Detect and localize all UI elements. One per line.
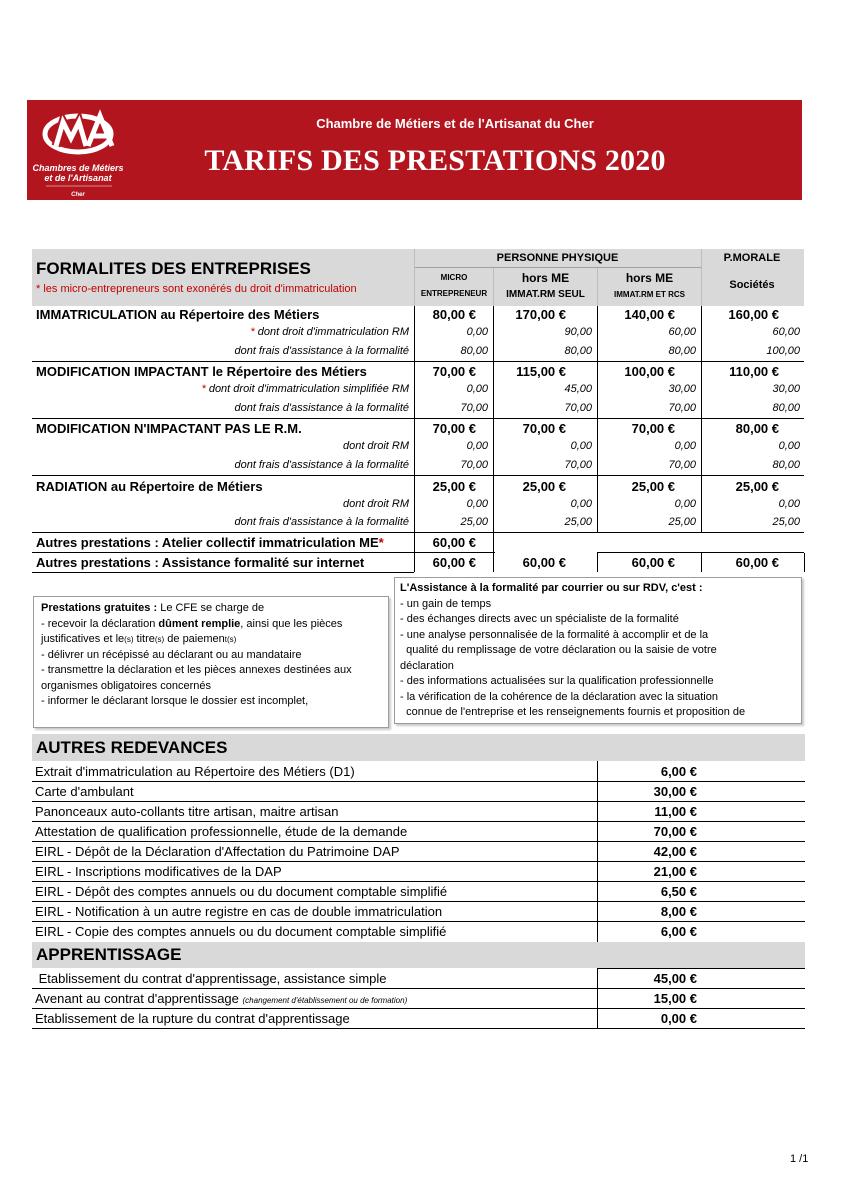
- price-cell: 70,00 €: [631, 421, 675, 436]
- price-cell: 160,00 €: [728, 307, 779, 322]
- value-cell: 30,00: [772, 383, 800, 395]
- formalites-note: * les micro-entrepreneurs sont exonérés du droit d'immatriculation: [36, 283, 357, 295]
- redevance-price: 11,00 €: [654, 804, 697, 819]
- col-rm-seul-line1: hors ME: [521, 271, 570, 285]
- assistance-box: L'Assistance à la formalité par courrier ou sur RDV, c'est : - un gain de temps - des échanges directs avec un spécialiste de la formalité - une analyse personnalisée de la formalité à accomplir et de la qualité du remplissage de votre déclaration ou la saisie de votre déclaration - des informations actualisées sur la qualification professionnelle - la vérification de la cohérence de la déclaration avec la situation connue de l'entreprise et les renseignements fournis et proposition de: [394, 577, 802, 724]
- redevance-price: 70,00 €: [653, 824, 697, 839]
- autres-atelier-label: Autres prestations : Atelier collectif immatriculation ME*: [36, 535, 384, 550]
- price-cell: 60,00 €: [631, 555, 675, 570]
- price-cell: 110,00 €: [729, 364, 779, 379]
- price-cell: 60,00 €: [735, 555, 779, 570]
- price-cell: 60,00 €: [522, 555, 566, 570]
- value-cell: 0,00: [570, 440, 592, 452]
- redevance-label: EIRL - Copie des comptes annuels ou du document comptable simplifié: [35, 924, 447, 939]
- value-cell: 0,00: [466, 326, 488, 338]
- assistance-title: L'Assistance à la formalité par courrier ou sur RDV, c'est :: [400, 582, 703, 594]
- sub-frais: dont frais d'assistance à la formalité: [234, 345, 409, 357]
- price-cell: 60,00 €: [432, 535, 476, 550]
- price-cell: 115,00 €: [516, 364, 566, 379]
- logo-text-3: Cher: [71, 192, 85, 198]
- page-number: 1 /1: [790, 1153, 809, 1165]
- value-cell: 0,00: [778, 498, 800, 510]
- apprentissage-price: 45,00 €: [653, 971, 697, 986]
- redevance-price: 30,00 €: [653, 784, 697, 799]
- price-cell: 25,00 €: [522, 479, 566, 494]
- redevance-price: 6,00 €: [660, 764, 697, 779]
- price-cell: 100,00 €: [624, 364, 675, 379]
- value-cell: 0,00: [570, 498, 592, 510]
- value-cell: 70,00: [460, 459, 488, 471]
- redevance-label: Panonceaux auto-collants titre artisan, maitre artisan: [35, 804, 339, 819]
- price-cell: 170,00 €: [515, 307, 566, 322]
- value-cell: 45,00: [564, 383, 592, 395]
- sub-frais: dont frais d'assistance à la formalité: [234, 459, 409, 471]
- value-cell: 80,00: [460, 345, 488, 357]
- group-personne-morale: P.MORALE: [723, 252, 781, 264]
- gratuites-title-line: Prestations gratuites : Le CFE se charge de: [41, 602, 265, 614]
- col-micro-line1: MICRO: [440, 273, 468, 282]
- value-cell: 70,00: [460, 402, 488, 414]
- price-cell: 25,00 €: [631, 479, 675, 494]
- redevance-price: 6,50 €: [660, 884, 697, 899]
- apprentissage-label: Etablissement du contrat d'apprentissage, assistance simple: [35, 971, 387, 986]
- group-personne-physique: PERSONNE PHYSIQUE: [496, 252, 619, 264]
- logo-text-1: Chambres de Métiers: [32, 163, 124, 173]
- value-cell: 70,00: [668, 402, 696, 414]
- value-cell: 60,00: [772, 326, 800, 338]
- price-cell: 80,00 €: [432, 307, 476, 322]
- value-cell: 0,00: [674, 440, 696, 452]
- value-cell: 0,00: [466, 383, 488, 395]
- redevance-label: Attestation de qualification professionnelle, étude de la demande: [35, 824, 408, 839]
- org-name: Chambre de Métiers et de l'Artisanat du Cher: [316, 116, 594, 131]
- redevance-price: 42,00 €: [653, 844, 697, 859]
- redevance-label: Carte d'ambulant: [35, 784, 134, 799]
- sub-frais: dont frais d'assistance à la formalité: [234, 516, 409, 528]
- redevance-label: EIRL - Dépôt des comptes annuels ou du document comptable simplifié: [35, 884, 448, 899]
- value-cell: 60,00: [668, 326, 696, 338]
- value-cell: 25,00: [460, 516, 488, 528]
- cma-logo: [30, 108, 130, 198]
- price-cell: 80,00 €: [735, 421, 779, 436]
- value-cell: 30,00: [668, 383, 696, 395]
- page-title: TARIFS DES PRESTATIONS 2020: [204, 144, 666, 177]
- formalites-title: FORMALITES DES ENTREPRISES: [36, 259, 311, 278]
- col-rm-rcs-line2: IMMAT.RM ET RCS: [614, 290, 685, 299]
- sub-frais: dont frais d'assistance à la formalité: [234, 402, 409, 414]
- price-cell: 70,00 €: [522, 421, 566, 436]
- sub-droit: * dont droit d'immatriculation RM: [250, 326, 409, 338]
- value-cell: 70,00: [564, 459, 592, 471]
- gratuites-box: Prestations gratuites : Le CFE se charge de - recevoir la déclaration dûment remplie, ainsi que les pièces justificatives et le(s) titre(s) de paiement(s) - délivrer un récépissé au déclarant ou au mandataire - transmettre la déclaration et les pièces annexes destinées aux organismes obligatoires concernés - informer le déclarant lorsque le dossier est incomplet,: [33, 596, 389, 728]
- apprentissage-title: APPRENTISSAGE: [32, 942, 805, 968]
- value-cell: 80,00: [772, 402, 800, 414]
- col-rm-seul-line2: IMMAT.RM SEUL: [506, 289, 585, 300]
- price-cell: 60,00 €: [432, 555, 476, 570]
- col-societes: Sociétés: [729, 279, 775, 291]
- section-modification-impactant: MODIFICATION IMPACTANT le Répertoire des Métiers: [36, 364, 367, 379]
- price-cell: 140,00 €: [624, 307, 675, 322]
- redevance-price: 8,00 €: [660, 904, 697, 919]
- redevance-label: EIRL - Dépôt de la Déclaration d'Affectation du Patrimoine DAP: [35, 844, 400, 859]
- value-cell: 25,00: [564, 516, 592, 528]
- apprentissage-label: Avenant au contrat d'apprentissage (changement d'établissement ou de formation): [35, 991, 408, 1006]
- value-cell: 70,00: [668, 459, 696, 471]
- col-rm-rcs-line1: hors ME: [625, 271, 674, 285]
- value-cell: 100,00: [766, 345, 800, 357]
- section-radiation: RADIATION au Répertoire de Métiers: [36, 479, 263, 494]
- value-cell: 0,00: [466, 498, 488, 510]
- sub-droit: dont droit RM: [342, 498, 409, 510]
- value-cell: 80,00: [564, 345, 592, 357]
- redevance-price: 21,00 €: [653, 864, 697, 879]
- apprentissage-price: 0,00 €: [660, 1011, 697, 1026]
- apprentissage-price: 15,00 €: [653, 991, 697, 1006]
- price-cell: 25,00 €: [735, 479, 779, 494]
- value-cell: 0,00: [466, 440, 488, 452]
- value-cell: 80,00: [668, 345, 696, 357]
- value-cell: 25,00: [772, 516, 800, 528]
- col-micro-line2: ENTREPRENEUR: [420, 289, 488, 298]
- price-cell: 70,00 €: [432, 364, 476, 379]
- autres-redevances-title: AUTRES REDEVANCES: [32, 734, 805, 761]
- apprentissage-label: Etablissement de la rupture du contrat d'apprentissage: [35, 1011, 350, 1026]
- value-cell: 80,00: [772, 459, 800, 471]
- price-cell: 70,00 €: [432, 421, 476, 436]
- value-cell: 0,00: [674, 498, 696, 510]
- price-cell: 25,00 €: [432, 479, 476, 494]
- redevance-price: 6,00 €: [660, 924, 697, 939]
- value-cell: 25,00: [668, 516, 696, 528]
- autres-internet-label: Autres prestations : Assistance formalité sur internet: [36, 555, 365, 570]
- section-modification-non-impactant: MODIFICATION N'IMPACTANT PAS LE R.M.: [36, 421, 302, 436]
- redevance-label: EIRL - Notification à un autre registre en cas de double immatriculation: [35, 904, 443, 919]
- redevance-label: EIRL - Inscriptions modificatives de la DAP: [35, 864, 282, 879]
- sub-droit: * dont droit d'immatriculation simplifiée RM: [201, 383, 409, 395]
- sub-droit: dont droit RM: [342, 440, 409, 452]
- value-cell: 0,00: [778, 440, 800, 452]
- value-cell: 70,00: [564, 402, 592, 414]
- redevance-label: Extrait d'immatriculation au Répertoire des Métiers (D1): [35, 764, 355, 779]
- logo-text-2: et de l'Artisanat: [44, 173, 112, 183]
- section-immatriculation: IMMATRICULATION au Répertoire des Métiers: [36, 307, 320, 322]
- value-cell: 90,00: [564, 326, 592, 338]
